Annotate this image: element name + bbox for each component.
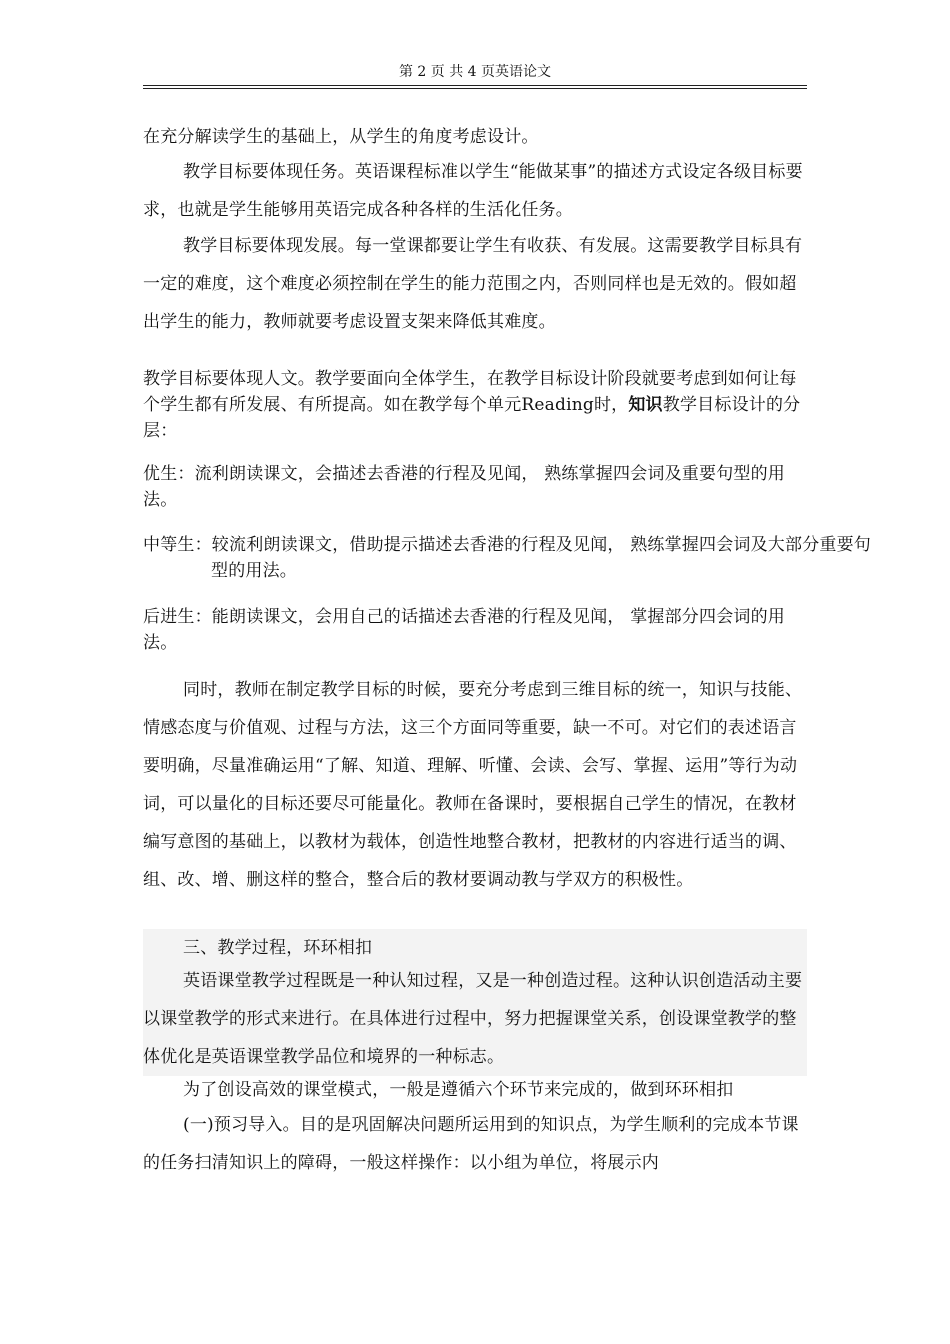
page-header: 第 2 页 共 4 页英语论文 [398, 64, 552, 80]
paragraph-six-steps: 为了创设高效的课堂模式，一般是遵循六个环节来完成的，做到环环相扣 [183, 1080, 734, 1100]
level-middle-students: 中等生：较流利朗读课文，借助提示描述去香港的行程及见闻， 熟练掌握四会词及大部分重要句型的用法。 [143, 535, 872, 581]
paragraph-development-goal: 教学目标要体现发展。每一堂课都要让学生有收获、有发展。这需要教学目标具有一定的难度，这个难度必须控制在学生的能力范围之内，否则同样也是无效的。假如超出学生的能力，教师就要考虑设置支架来降低其难度。 [143, 236, 803, 332]
paragraph-task-goal: 教学目标要体现任务。英语课程标准以学生“能做某事”的描述方式设定各级目标要求，也就是学生能够用英语完成各种各样的生活化任务。 [143, 162, 803, 220]
humanity-text-bold: 知识 [628, 395, 663, 415]
header-rule-bottom [143, 88, 807, 89]
humanity-text-b: 教学目标设计的分层： [143, 395, 801, 441]
humanity-text-a: 教学目标要体现人文。教学要面向全体学生，在教学目标设计阶段就要考虑到如何让每个学生都有所发展、有所提高。如在教学每个单元Reading时， [143, 369, 797, 415]
section-heading-teaching-process: 三、教学过程，环环相扣 [143, 929, 807, 967]
level-lower-students: 后进生：能朗读课文，会用自己的话描述去香港的行程及见闻， 掌握部分四会词的用法。 [143, 607, 786, 653]
header-rule-top [143, 85, 807, 86]
paragraph-1: 在充分解读学生的基础上，从学生的角度考虑设计。 [143, 127, 539, 147]
paragraph-humanity-goal [143, 366, 807, 444]
level-top-students: 优生：流利朗读课文，会描述去香港的行程及见闻， 熟练掌握四会词及重要句型的用法。 [143, 464, 786, 510]
paragraph-three-dimensions: 同时，教师在制定教学目标的时候，要充分考虑到三维目标的统一，知识与技能、情感态度与价值观、过程与方法，这三个方面同等重要，缺一不可。对它们的表述语言要明确，尽量准确运用“了解、知道、理解、听懂、会读、会写、掌握、运用”等行为动词，可以量化的目标还要尽可能量化。教师在备课时，要根据自己学生的情况，在教材编写意图的基础上，以教材为载体，创造性地整合教材，把教材的内容进行适当的调、组、改、增、删这样的整合，整合后的教材要调动教与学双方的积极性。 [143, 680, 803, 890]
paragraph-process: 英语课堂教学过程既是一种认知过程，又是一种创造过程。这种认识创造活动主要以课堂教学的形式来进行。在具体进行过程中，努力把握课堂关系，创设课堂教学的整体优化是英语课堂教学品位和境界的一种标志。 [143, 962, 807, 1076]
paragraph-preview-intro: (一)预习导入。目的是巩固解决问题所运用到的知识点，为学生顺利的完成本节课的任务扫清知识上的障碍，一般这样操作：以小组为单位，将展示内 [143, 1115, 799, 1173]
